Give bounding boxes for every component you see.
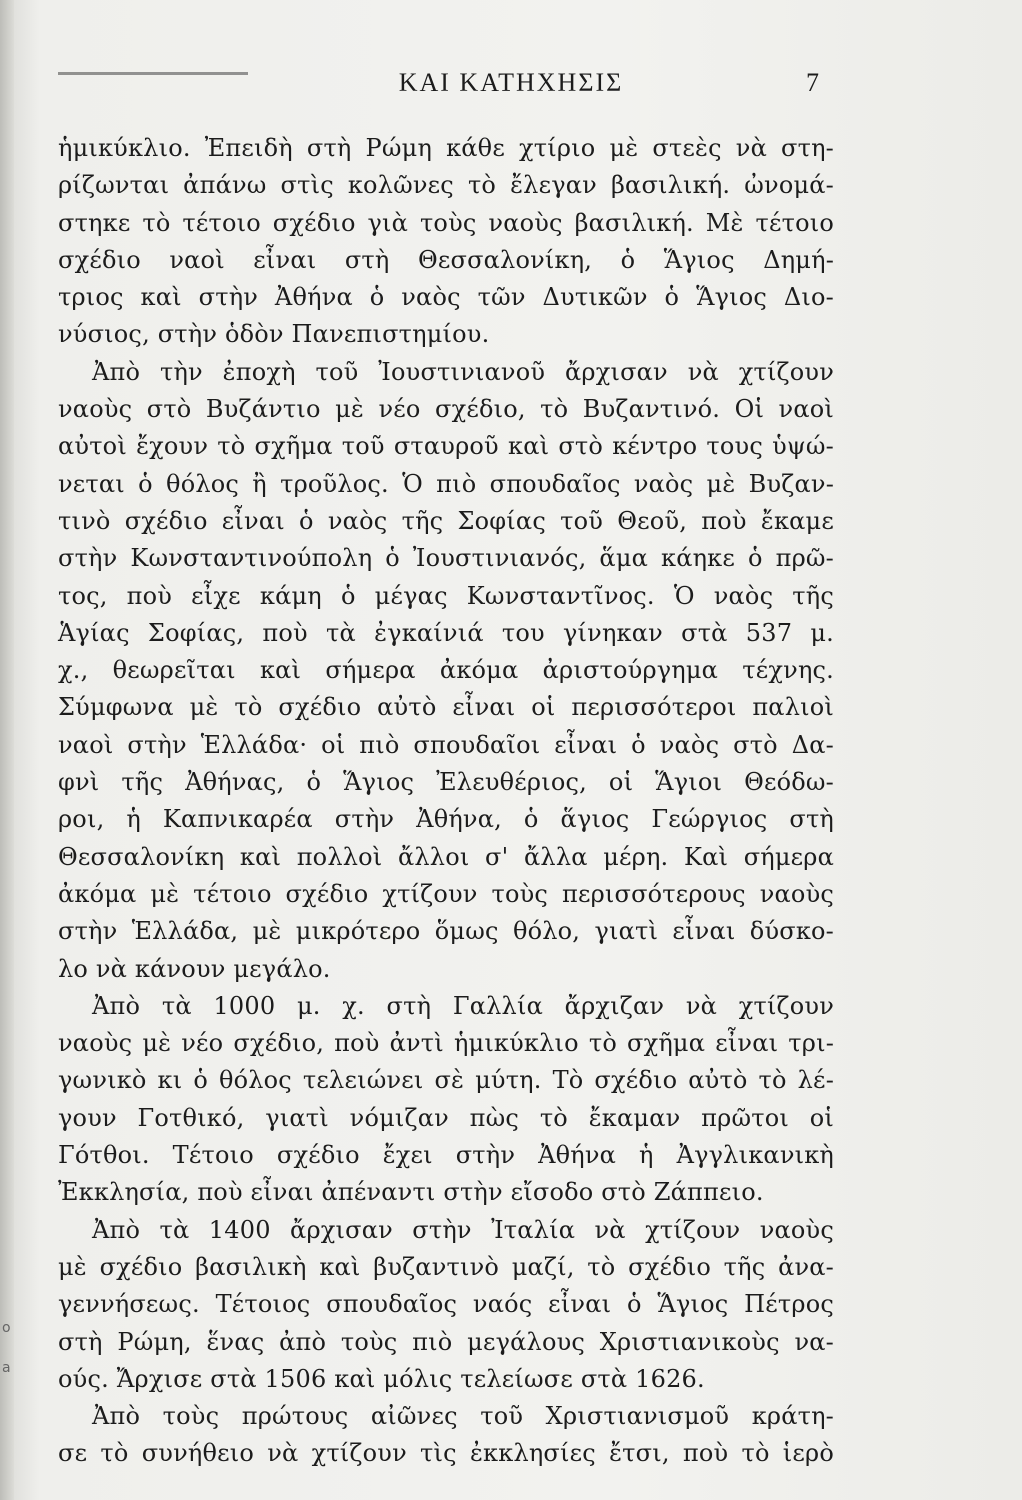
text-line: στηκε τὸ τέτοιο σχέδιο γιὰ τοὺς ναοὺς βασιλική. Μὲ τέτοιο <box>58 208 834 237</box>
text-line: ρίζωνται ἀπάνω στὶς κολῶνες τὸ ἔλεγαν βασιλική. ὠνομά- <box>58 171 834 200</box>
text-line: Ἐκκλησία, ποὺ εἶναι ἀπέναντι στὴν εἴσοδο στὸ Ζάππειο. <box>58 1178 764 1207</box>
text-line: τινὸ σχέδιο εἶναι ὁ ναὸς τῆς Σοφίας τοῦ Θεοῦ, ποὺ ἔκαμε <box>58 506 834 535</box>
text-line: ναοὺς στὸ Βυζάντιο μὲ νέο σχέδιο, τὸ Βυζαντινό. Οἱ ναοὶ <box>58 395 834 424</box>
text-line: νεται ὁ θόλος ἢ τροῦλος. Ὁ πιὸ σπουδαῖος ναὸς μὲ Βυζαν- <box>58 469 834 498</box>
text-line: Ἀπὸ τὴν ἐποχὴ τοῦ Ἰουστινιανοῦ ἄρχισαν νὰ χτίζουν <box>92 357 834 386</box>
body-text <box>58 130 834 1473</box>
text-line: Γότθοι. Τέτοιο σχέδιο ἔχει στὴν Ἀθήνα ἡ Ἀγγλικανικὴ <box>58 1141 834 1170</box>
text-line: ούς. Ἄρχισε στὰ 1506 καὶ μόλις τελείωσε στὰ 1626. <box>58 1364 705 1393</box>
text-line: Σύμφωνα μὲ τὸ σχέδιο αὐτὸ εἶναι οἱ περισσότεροι παλιοὶ <box>58 693 834 722</box>
text-line: ροι, ἡ Καπνικαρέα στὴν Ἀθήνα, ὁ ἅγιος Γεώργιος στὴ <box>58 805 834 834</box>
text-line: ἀκόμα μὲ τέτοιο σχέδιο χτίζουν τοὺς περισσότερους ναοὺς <box>58 879 834 908</box>
text-line: στὴν Ἑλλάδα, μὲ μικρότερο ὅμως θόλο, γιατὶ εἶναι δύσκο- <box>58 917 834 946</box>
running-head: ΚΑΙ ΚΑΤΗΧΗΣΙΣ <box>398 68 624 97</box>
text-line: στὴ Ρώμη, ἕνας ἀπὸ τοὺς πιὸ μεγάλους Χριστιανικοὺς να- <box>58 1327 834 1356</box>
margin-mark: o <box>2 1320 11 1336</box>
text-line: τριος καὶ στὴν Ἀθήνα ὁ ναὸς τῶν Δυτικῶν ὁ Ἅγιος Διο- <box>58 283 834 312</box>
text-line: Ἀπὸ τοὺς πρώτους αἰῶνες τοῦ Χριστιανισμοῦ κράτη- <box>92 1402 834 1431</box>
text-line: ναοὺς μὲ νέο σχέδιο, ποὺ ἀντὶ ἡμικύκλιο τὸ σχῆμα εἶναι τρι- <box>58 1029 834 1058</box>
text-line: σχέδιο ναοὶ εἶναι στὴ Θεσσαλονίκη, ὁ Ἅγιος Δημή- <box>58 245 834 274</box>
text-line: χ., θεωρεῖται καὶ σήμερα ἀκόμα ἀριστούργημα τέχνης. <box>58 656 834 685</box>
text-line: γουν Γοτθικό, γιατὶ νόμιζαν πὼς τὸ ἔκαμαν πρῶτοι οἱ <box>58 1103 834 1132</box>
text-line: μὲ σχέδιο βασιλικὴ καὶ βυζαντινὸ μαζί, τὸ σχέδιο τῆς ἀνα- <box>58 1252 834 1281</box>
page-number: 7 <box>806 68 819 97</box>
text-line: Ἀπὸ τὰ 1000 μ. χ. στὴ Γαλλία ἄρχιζαν νὰ χτίζουν <box>92 991 834 1020</box>
text-line: φνὶ τῆς Ἀθήνας, ὁ Ἅγιος Ἐλευθέριος, οἱ Ἅγιοι Θεόδω- <box>58 768 834 797</box>
text-line: ἡμικύκλιο. Ἐπειδὴ στὴ Ρώμη κάθε χτίριο μὲ στεὲς νὰ στη- <box>58 134 834 162</box>
text-line: νύσιος, στὴν ὁδὸν Πανεπιστημίου. <box>58 320 490 349</box>
margin-mark: a <box>2 1360 11 1376</box>
text-line: στὴν Κωνσταντινούπολη ὁ Ἰουστινιανός, ἅμα κάηκε ὁ πρῶ- <box>58 544 834 573</box>
binding-edge <box>0 0 14 1500</box>
text-line: σε τὸ συνήθειο νὰ χτίζουν τὶς ἐκκλησίες ἔτσι, ποὺ τὸ ἱερὸ <box>58 1439 834 1468</box>
text-line: λο νὰ κάνουν μεγάλο. <box>58 954 331 983</box>
text-line: γεννήσεως. Τέτοιος σπουδαῖος ναός εἶναι ὁ Ἅγιος Πέτρος <box>58 1290 834 1319</box>
text-line: Ἀπὸ τὰ 1400 ἄρχισαν στὴν Ἰταλία νὰ χτίζουν ναοὺς <box>92 1215 834 1244</box>
text-line: Ἁγίας Σοφίας, ποὺ τὰ ἐγκαίνιά του γίνηκαν στὰ 537 μ. <box>58 618 834 647</box>
text-line: Θεσσαλονίκη καὶ πολλοὶ ἄλλοι σ' ἄλλα μέρη. Καὶ σήμερα <box>58 842 834 871</box>
text-line: γωνικὸ κι ὁ θόλος τελειώνει σὲ μύτη. Τὸ σχέδιο αὐτὸ τὸ λέ- <box>58 1066 834 1095</box>
text-line: τος, ποὺ εἶχε κάμη ὁ μέγας Κωνσταντῖνος. Ὁ ναὸς τῆς <box>58 581 834 610</box>
text-line: ναοὶ στὴν Ἑλλάδα· οἱ πιὸ σπουδαῖοι εἶναι ὁ ναὸς στὸ Δα- <box>58 730 834 759</box>
text-line: αὐτοὶ ἔχουν τὸ σχῆμα τοῦ σταυροῦ καὶ στὸ κέντρο τους ὑψώ- <box>58 432 834 461</box>
